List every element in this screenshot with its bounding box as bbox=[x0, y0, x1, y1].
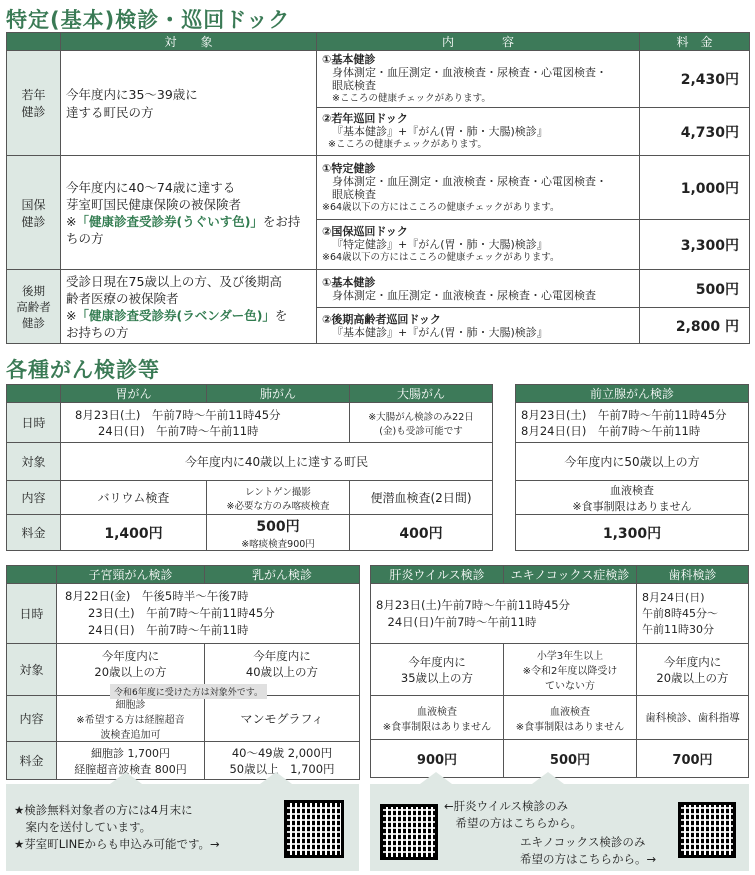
women-target-note: 令和6年度に受けた方は対象外です。 bbox=[110, 684, 267, 699]
table-cell bbox=[317, 220, 640, 270]
table-cell bbox=[317, 108, 640, 156]
footer-right-box bbox=[370, 784, 749, 871]
row-label-young: 若年 健診 bbox=[7, 51, 61, 156]
qr-code-hepatitis[interactable] bbox=[380, 804, 438, 860]
price: 4,730円 bbox=[640, 108, 750, 156]
arrow-up bbox=[532, 772, 564, 784]
echinococcus-content: 血液検査 ※食事制限はありません bbox=[504, 696, 637, 740]
content-stomach: バリウム検査 bbox=[61, 481, 207, 515]
label-fee: 料金 bbox=[7, 515, 61, 551]
header-echinococcus: エキノコックス症検診 bbox=[504, 566, 637, 584]
header-corner bbox=[7, 33, 61, 51]
header-breast: 乳がん検診 bbox=[205, 566, 360, 584]
target-elderly: 受診日現在75歳以上の方、及び後期高 齢者医療の被保険者 ※「健康診査受診券(ラベンダー色)」を お持ちの方 bbox=[61, 270, 317, 344]
price: 1,000円 bbox=[640, 156, 750, 220]
breast-target: 今年度内に 40歳以上の方 bbox=[205, 644, 360, 696]
cervical-target: 今年度内に 20歳以上の方 bbox=[57, 644, 205, 696]
item-title: ②国保巡回ドック bbox=[322, 225, 408, 238]
date-text: 8月23日(土) 午前7時～午前11時45分 24日(日) 午前7時～午前11時 bbox=[61, 403, 350, 443]
item-desc: 『特定健診』+『がん(胃・肺・大腸)検診』 bbox=[332, 238, 548, 251]
header-corner bbox=[7, 385, 61, 403]
item-title: ①基本健診 bbox=[322, 53, 376, 66]
header-lung: 肺がん bbox=[207, 385, 350, 403]
prostate-content: 血液検査 ※食事制限はありません bbox=[516, 481, 749, 515]
qr-code-line[interactable] bbox=[284, 800, 344, 858]
dental-table bbox=[636, 565, 749, 778]
content-colon: 便潜血検査(2日間) bbox=[350, 481, 493, 515]
header-stomach: 胃がん bbox=[61, 385, 207, 403]
fee-stomach: 1,400円 bbox=[61, 515, 207, 551]
header-content: 内 容 bbox=[317, 33, 640, 51]
label-target: 対象 bbox=[7, 443, 61, 481]
item-title: ①基本健診 bbox=[322, 275, 376, 289]
label-date: 日時 bbox=[7, 584, 57, 644]
footer-left-box bbox=[6, 784, 359, 871]
label-fee: 料金 bbox=[7, 742, 57, 780]
item-title: ②若年巡回ドック bbox=[322, 112, 408, 125]
hepatitis-target: 今年度内に 35歳以上の方 bbox=[371, 644, 504, 696]
dental-fee: 700円 bbox=[637, 740, 749, 778]
section2-title: 各種がん検診等 bbox=[6, 358, 160, 382]
prostate-target: 今年度内に50歳以上の方 bbox=[516, 443, 749, 481]
price: 2,430円 bbox=[640, 51, 750, 108]
header-target: 対 象 bbox=[61, 33, 317, 51]
date-note: ※大腸がん検診のみ22日 (金)も受診可能です bbox=[350, 403, 493, 443]
basic-checkup-table bbox=[6, 32, 750, 344]
fee-note: ※喀痰検査900円 bbox=[241, 538, 315, 550]
arrow-up bbox=[260, 772, 292, 784]
table-cell bbox=[317, 51, 640, 108]
item-desc: 『基本健診』+『がん(胃・肺・大腸)検診』 bbox=[332, 125, 548, 138]
item-desc: 身体測定・血圧測定・血液検査・尿検査・心電図検査 bbox=[332, 288, 596, 302]
price: 2,800 円 bbox=[640, 308, 750, 344]
label-target: 対象 bbox=[7, 644, 57, 696]
row-label-nhi: 国保 健診 bbox=[7, 156, 61, 270]
table-cell bbox=[207, 515, 350, 551]
arrow-up bbox=[110, 772, 142, 784]
target-nhi: 今年度内に40～74歳に達する 芽室町国民健康保険の被保険者 ※「健康診査受診券(うぐいす色)」をお持 ちの方 bbox=[61, 156, 317, 270]
echinococcus-target: 小学3年生以上 ※令和2年度以降受け ていない方 bbox=[504, 644, 637, 696]
hepatitis-table bbox=[370, 565, 637, 778]
cervical-fee: 細胞診 1,700円 経膣超音波検査 800円 bbox=[57, 742, 205, 780]
header-hepatitis: 肝炎ウイルス検診 bbox=[371, 566, 504, 584]
qr-code-echinococcus[interactable] bbox=[678, 802, 736, 858]
prostate-table bbox=[515, 384, 749, 551]
item-note: ※こころの健康チェックがあります。 bbox=[332, 93, 491, 104]
echinococcus-fee: 500円 bbox=[504, 740, 637, 778]
hepatitis-content: 血液検査 ※食事制限はありません bbox=[371, 696, 504, 740]
row-label-elderly: 後期 高齢者 健診 bbox=[7, 270, 61, 344]
header-fee: 料 金 bbox=[640, 33, 750, 51]
footer-right-text2: エキノコックス検診のみ 希望の方はこちらから。→ bbox=[520, 835, 657, 866]
arrow-up bbox=[420, 772, 452, 784]
fee-colon: 400円 bbox=[350, 515, 493, 551]
item-desc: 『基本健診』+『がん(胃・肺・大腸)検診』 bbox=[332, 325, 548, 339]
header-corner bbox=[7, 566, 57, 584]
header-colon: 大腸がん bbox=[350, 385, 493, 403]
target-young: 今年度内に35～39歳に 達する町民の方 bbox=[61, 51, 317, 156]
hepatitis-date: 8月23日(土)午前7時～午前11時45分 24日(日)午前7時～午前11時 bbox=[371, 584, 637, 644]
dental-date: 8月24日(日) 午前8時45分～ 午前11時30分 bbox=[637, 584, 749, 644]
price: 500円 bbox=[640, 270, 750, 308]
breast-content: マンモグラフィ bbox=[205, 696, 360, 742]
label-content: 内容 bbox=[7, 481, 61, 515]
cervical-content: 細胞診 ※希望する方は経膣超音 波検査追加可 bbox=[57, 696, 205, 742]
section1-title: 特定(基本)検診・巡回ドック bbox=[6, 8, 291, 32]
content-lung: レントゲン撮影 ※必要な方のみ喀痰検査 bbox=[207, 481, 350, 515]
prostate-fee: 1,300円 bbox=[516, 515, 749, 551]
item-note: ※こころの健康チェックがあります。 bbox=[328, 139, 487, 150]
header-prostate: 前立腺がん検診 bbox=[516, 385, 749, 403]
item-note: ※64歳以下の方にはこころの健康チェックがあります。 bbox=[322, 201, 560, 213]
item-title: ①特定健診 bbox=[322, 161, 376, 175]
dental-content: 歯科検診、歯科指導 bbox=[637, 696, 749, 740]
breast-fee: 40～49歳 2,000円 50歳以上 1,700円 bbox=[205, 742, 360, 780]
item-title: ②後期高齢者巡回ドック bbox=[322, 312, 441, 326]
table-cell bbox=[317, 270, 640, 308]
label-content: 内容 bbox=[7, 696, 57, 742]
women-table bbox=[6, 565, 360, 780]
item-note: ※64歳以下の方にはこころの健康チェックがあります。 bbox=[322, 252, 560, 263]
item-desc: 身体測定・血圧測定・血液検査・尿検査・心電図検査・ 眼底検査 bbox=[332, 66, 607, 92]
hepatitis-fee: 900円 bbox=[371, 740, 504, 778]
target-text: 今年度内に40歳以上に達する町民 bbox=[61, 443, 493, 481]
item-desc: 身体測定・血圧測定・血液検査・尿検査・心電図検査・ 眼底検査 bbox=[332, 174, 607, 201]
footer-left-text: ★検診無料対象者の方には4月末に 案内を送付しています。 ★芽室町LINEからも申込み可能です。→ bbox=[14, 803, 220, 851]
fee-lung: 500円 bbox=[256, 518, 300, 535]
footer-right-text1: ←肝炎ウイルス検診のみ 希望の方はこちらから。 bbox=[444, 799, 582, 830]
cancer-table bbox=[6, 384, 493, 551]
table-cell bbox=[317, 156, 640, 220]
dental-target: 今年度内に 20歳以上の方 bbox=[637, 644, 749, 696]
header-dental: 歯科検診 bbox=[637, 566, 749, 584]
label-date: 日時 bbox=[7, 403, 61, 443]
table-cell bbox=[317, 308, 640, 344]
price: 3,300円 bbox=[640, 220, 750, 270]
women-date: 8月22日(金) 午後5時半～午後7時 23日(土) 午前7時～午前11時45分 24日(日) 午前7時～午前11時 bbox=[57, 584, 360, 644]
prostate-date: 8月23日(土) 午前7時～午前11時45分 8月24日(日) 午前7時～午前11時 bbox=[516, 403, 749, 443]
header-cervical: 子宮頸がん検診 bbox=[57, 566, 205, 584]
